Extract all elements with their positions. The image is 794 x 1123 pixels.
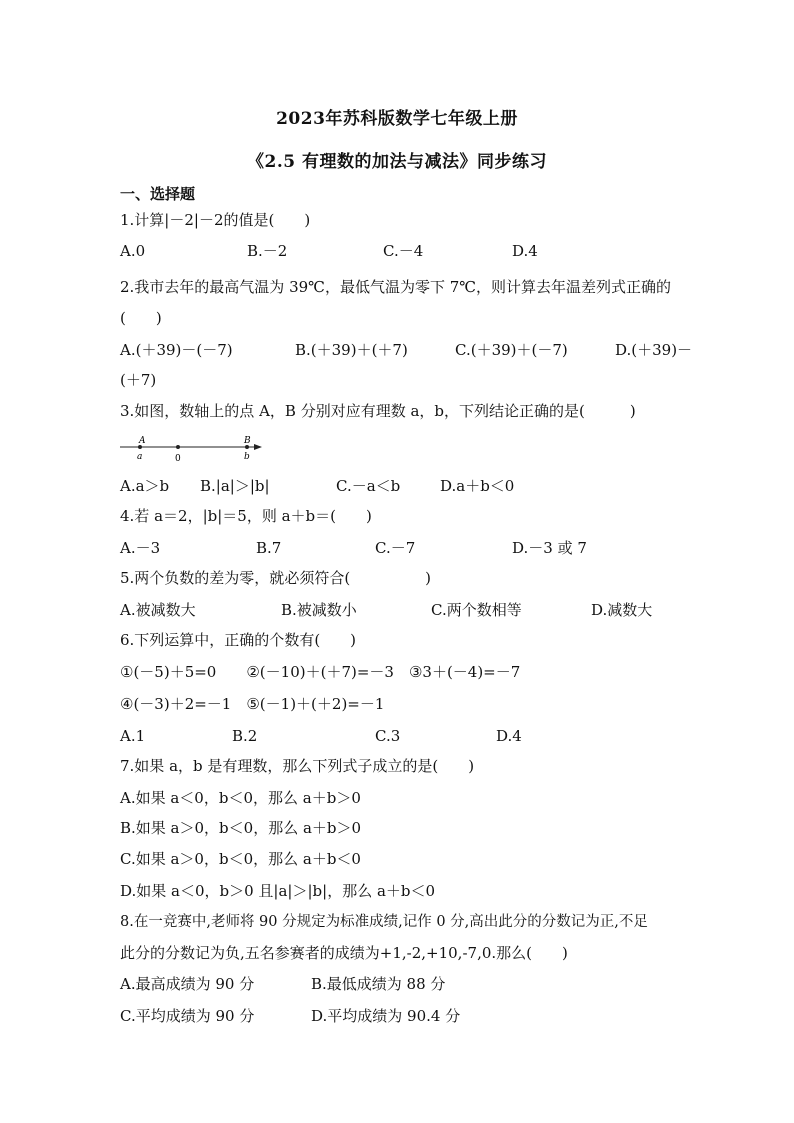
q8-option-a: A.最高成绩为 90 分: [120, 975, 255, 993]
point-b-label: B: [244, 436, 251, 446]
q7-option-a: A.如果 a＜0，b＜0，那么 a＋b＞0: [120, 789, 361, 807]
q4-option-c: C.－7: [375, 539, 416, 557]
q4-option-a: A.－3: [120, 539, 161, 557]
origin-dot: [176, 445, 180, 449]
q6-option-a: A.1: [120, 727, 146, 745]
question-3-stem: 3.如图，数轴上的点 A，B 分别对应有理数 a，b，下列结论正确的是( ): [120, 402, 636, 420]
q4-option-b: B.7: [256, 539, 282, 557]
question-6-items-row-2: ④(－3)＋2=－1 ⑤(－1)＋(＋2)=－1: [120, 695, 385, 713]
q7-option-d: D.如果 a＜0，b＞0 且|a|＞|b|，那么 a＋b＜0: [120, 882, 436, 900]
q7-option-b: B.如果 a＞0，b＜0，那么 a＋b＞0: [120, 819, 362, 837]
q6-option-c: C.3: [375, 727, 401, 745]
q3-option-a: A.a＞b: [120, 477, 170, 495]
point-b-value: b: [244, 452, 250, 462]
point-a-value: a: [137, 452, 143, 462]
q8-option-d: D.平均成绩为 90.4 分: [311, 1007, 461, 1025]
question-1-stem: 1.计算|－2|－2的值是( ): [120, 211, 311, 229]
page-subtitle: 《2.5 有理数的加法与减法》同步练习: [247, 152, 547, 172]
q1-option-a: A.0: [120, 242, 146, 260]
section-heading: 一、选择题: [120, 185, 196, 203]
arrow-icon: [254, 444, 262, 450]
q1-option-d: D.4: [512, 242, 538, 260]
q8-option-b: B.最低成绩为 88 分: [311, 975, 446, 993]
q5-option-b: B.被减数小: [281, 601, 357, 619]
page-title: 2023年苏科版数学七年级上册: [276, 109, 518, 129]
q2-option-d-cont: (＋7): [120, 371, 157, 389]
q8-option-c: C.平均成绩为 90 分: [120, 1007, 255, 1025]
question-4-stem: 4.若 a＝2，|b|＝5，则 a＋b＝( ): [120, 507, 372, 525]
q2-option-d: D.(＋39)－: [615, 341, 693, 359]
q3-option-b: B.|a|＞|b|: [200, 477, 270, 495]
q5-option-d: D.减数大: [591, 601, 653, 619]
question-5-stem: 5.两个负数的差为零，就必须符合( ): [120, 569, 432, 587]
question-6-items-row-1: ①(－5)＋5=0 ②(－10)＋(＋7)=－3 ③3＋(－4)=－7: [120, 663, 521, 681]
question-2-stem: 2.我市去年的最高气温为 39℃，最低气温为零下 7℃，则计算去年温差列式正确的: [120, 278, 672, 296]
point-a-label: A: [139, 436, 146, 446]
q5-option-a: A.被减数大: [120, 601, 196, 619]
q3-option-c: C.－a＜b: [336, 477, 401, 495]
q5-option-c: C.两个数相等: [431, 601, 522, 619]
question-2-stem-cont: ( ): [120, 309, 162, 327]
question-6-stem: 6.下列运算中，正确的个数有( ): [120, 631, 357, 649]
q2-option-a: A.(＋39)－(－7): [120, 341, 233, 359]
question-8-stem: 8.在一竞赛中,老师将 90 分规定为标准成绩,记作 0 分,高出此分的分数记为正,不足: [120, 914, 648, 930]
q2-option-c: C.(＋39)＋(－7): [455, 341, 568, 359]
question-7-stem: 7.如果 a，b 是有理数，那么下列式子成立的是( ): [120, 757, 475, 775]
q6-option-b: B.2: [232, 727, 258, 745]
q1-option-b: B.－2: [247, 242, 288, 260]
q6-option-d: D.4: [496, 727, 522, 745]
q7-option-c: C.如果 a＞0，b＜0，那么 a＋b＜0: [120, 850, 361, 868]
q1-option-c: C.－4: [383, 242, 424, 260]
origin-label: 0: [175, 454, 181, 464]
q2-option-b: B.(＋39)＋(＋7): [295, 341, 408, 359]
number-line-figure: [118, 434, 268, 466]
q3-option-d: D.a＋b＜0: [440, 477, 515, 495]
question-8-stem-cont: 此分的分数记为负,五名参赛者的成绩为+1,-2,+10,-7,0.那么( ): [120, 944, 568, 962]
q4-option-d: D.－3 或 7: [512, 539, 587, 557]
